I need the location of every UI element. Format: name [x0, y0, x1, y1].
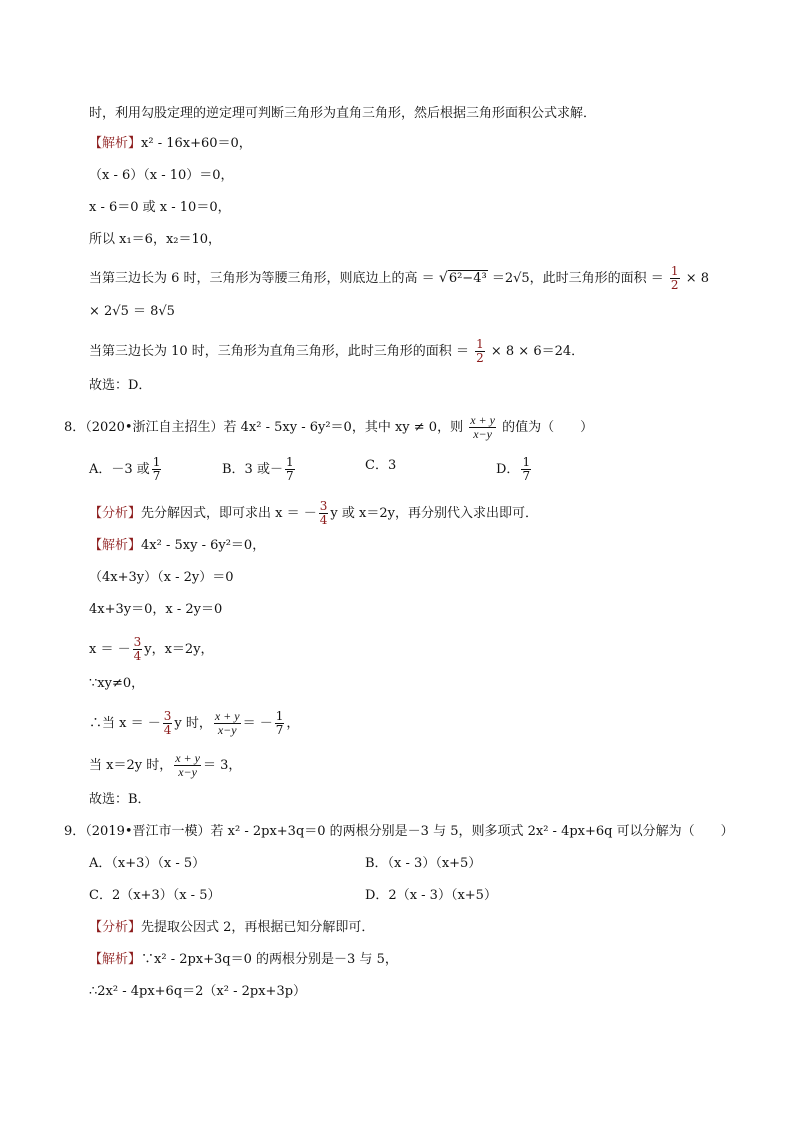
fraction-half: $\frac{1}{2}$ [670, 264, 679, 292]
p7-answer: 故选：D． [89, 378, 152, 393]
p7-line3: （x - 6）（x - 10）＝0， [89, 168, 234, 183]
fenxi-tag: 【分析】 [89, 506, 142, 521]
p7-l6c: × 8 [685, 271, 709, 286]
p7-line5: 所以 x₁＝6，x₂＝10， [89, 232, 222, 247]
sqrt-expr: √ 6²−4³ [438, 270, 487, 286]
q9-option-a: A．（x+3）（x - 5） [89, 856, 206, 871]
q8-jx-line2: （4x+3y）（x - 2y）＝0 [89, 570, 234, 585]
jiexi-tag: 【解析】 [89, 136, 142, 151]
p7-l8a: 当第三边长为 10 时，三角形为直角三角形，此时三角形的面积 ＝ [89, 344, 469, 359]
fenxi-tag: 【分析】 [89, 920, 142, 935]
q8-answer: 故选：B． [89, 792, 151, 807]
q9-option-b: B．（x - 3）（x+5） [365, 856, 482, 871]
p7-line7: × 2√5 ＝ 8√5 [89, 304, 175, 319]
p7-line1: 时，利用勾股定理的逆定理可判断三角形为直角三角形，然后根据三角形面积公式求解． [89, 106, 597, 121]
p7-l6a: 当第三边长为 6 时，三角形为等腰三角形，则底边上的高 ＝ [89, 271, 435, 286]
q8-stem [64, 414, 593, 441]
jiexi-tag: 【解析】 [89, 538, 142, 553]
fraction-xy: $\frac{x + y}{x-y}$ [470, 413, 495, 441]
p7-eq1: x² - 16x+60＝0， [141, 136, 252, 151]
p7-line4: x - 6＝0 或 x - 10＝0， [89, 200, 231, 215]
jiexi-tag: 【解析】 [89, 952, 142, 967]
q8-jx-line5: ∵xy≠0， [89, 676, 145, 691]
q8-analysis: 【分析】先分解因式，即可求出 x ＝ － $\frac{3}{4}$ y 或 x＝2y，再分别代入求出即可． [89, 499, 538, 527]
q8-stem-a: 8．（2020•浙江自主招生）若 4x² - 5xy - 6y²＝0，其中 xy ≠ 0，则 [64, 420, 464, 435]
q9-jx-line2: ∴2x² - 4px+6q＝2（x² - 2px+3p） [89, 984, 307, 999]
q8-option-c: C．3 [365, 458, 397, 473]
q9-stem: 9．（2019•晋江市一模）若 x² - 2px+3q＝0 的两根分别是－3 与 5，则多项式 2x² - 4px+6q 可以分解为（ ） [64, 824, 734, 839]
q9-analysis: 【分析】先提取公因式 2，再根据已知分解即可． [89, 920, 375, 935]
q8-option-b: B．3 或－ $\frac{1}{7}$ [222, 455, 294, 483]
q8-option-a: A．－3 或 $\frac{1}{7}$ [89, 455, 161, 483]
p7-line8 [89, 338, 584, 365]
q9-option-c: C．2（x+3）（x - 5） [89, 888, 221, 903]
p7-l8b: × 8 × 6＝24． [490, 344, 585, 359]
q8-option-d: D． $\frac{1}{7}$ [496, 455, 531, 483]
q8-jx-line3: 4x+3y＝0，x - 2y＝0 [89, 602, 223, 617]
q9-option-d: D．2（x - 3）（x+5） [365, 888, 497, 903]
p7-line6 [89, 265, 709, 292]
p7-l6b: ＝2√5，此时三角形的面积 ＝ [491, 271, 664, 286]
q8-jx-line1: 【解析】4x² - 5xy - 6y²＝0， [89, 538, 266, 553]
q8-stem-b: 的值为（ ） [502, 420, 594, 435]
q8-jx-line7: 当 x＝2y 时， $\frac{x + y}{x-y}$ ＝ 3， [89, 751, 242, 779]
q8-jx-line6: ∴当 x ＝ － $\frac{3}{4}$ y 时， $\frac{x + y}{x-y}$ ＝ － $\frac{1}{7}$ ， [89, 709, 300, 737]
q8-jx-line4: x ＝ － $\frac{3}{4}$ y，x＝2y， [89, 635, 214, 663]
fraction-half-2: $\frac{1}{2}$ [476, 337, 484, 365]
q9-jx-line1: 【解析】∵x² - 2px+3q＝0 的两根分别是－3 与 5， [89, 952, 398, 967]
p7-jx-line [89, 134, 252, 154]
